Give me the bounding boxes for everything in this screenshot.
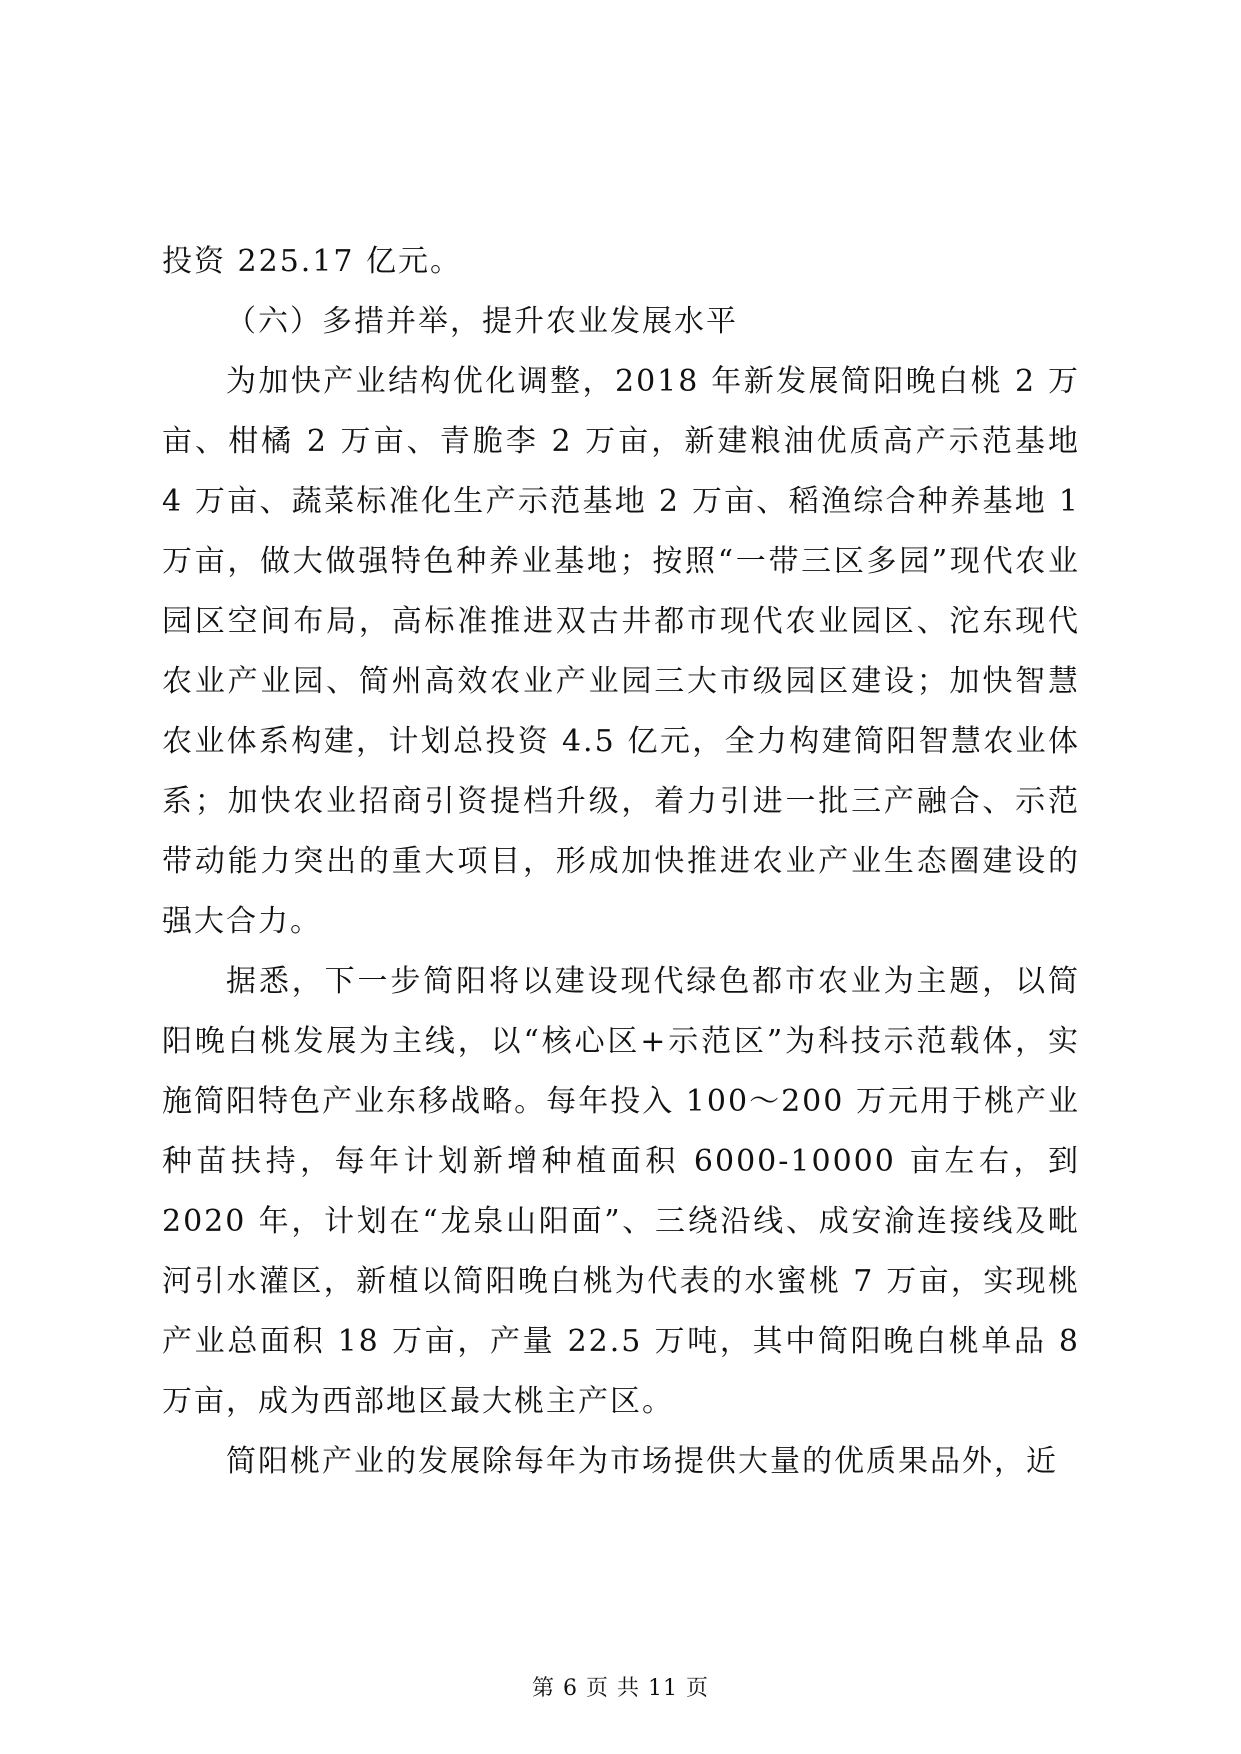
section-heading: （六）多措并举，提升农业发展水平	[226, 304, 738, 339]
paragraph-peach-strategy: 据悉，下一步简阳将以建设现代绿色都市农业为主题，以简阳晚白桃发展为主线，以“核心区+示范区”为科技示范载体，实施简阳特色产业东移战略。每年投入 100～200 万元用于桃产业种苗扶持，每年计划新增种植面积 6000-10000 亩左右，到 2020 年，计划在“龙泉山阳面”、三绕沿线、成安渝连接线及毗河引水灌区，新植以简阳晚白桃为代表的水蜜桃 7 万亩，实现桃产业总面积 18 万亩，产量 22.5 万吨，其中简阳晚白桃单品 8 万亩，成为西部地区最大桃主产区。	[162, 964, 1080, 1419]
paragraph-agriculture-plan: 为加快产业结构优化调整，2018 年新发展简阳晚白桃 2 万亩、柑橘 2 万亩、青脆李 2 万亩，新建粮油优质高产示范基地 4 万亩、蔬菜标准化生产示范基地 2 万亩、稻渔综合种养基地 1 万亩，做大做强特色种养业基地；按照“一带三区多园”现代农业园区空间布局，高标准推进双古井都市现代农业园区、沱东现代农业产业园、简州高效农业产业园三大市级园区建设；加快智慧农业体系构建，计划总投资 4.5 亿元，全力构建简阳智慧农业体系；加快农业招商引资提档升级，着力引进一批三产融合、示范带动能力突出的重大项目，形成加快推进农业产业生态圈建设的强大合力。	[162, 364, 1080, 939]
page-footer: 第 6 页 共 11 页	[532, 1676, 709, 1701]
paragraph-continued: 简阳桃产业的发展除每年为市场提供大量的优质果品外，近	[226, 1444, 1058, 1479]
document-body	[162, 232, 1080, 1492]
paragraph-continuation: 投资 225.17 亿元。	[162, 244, 463, 279]
